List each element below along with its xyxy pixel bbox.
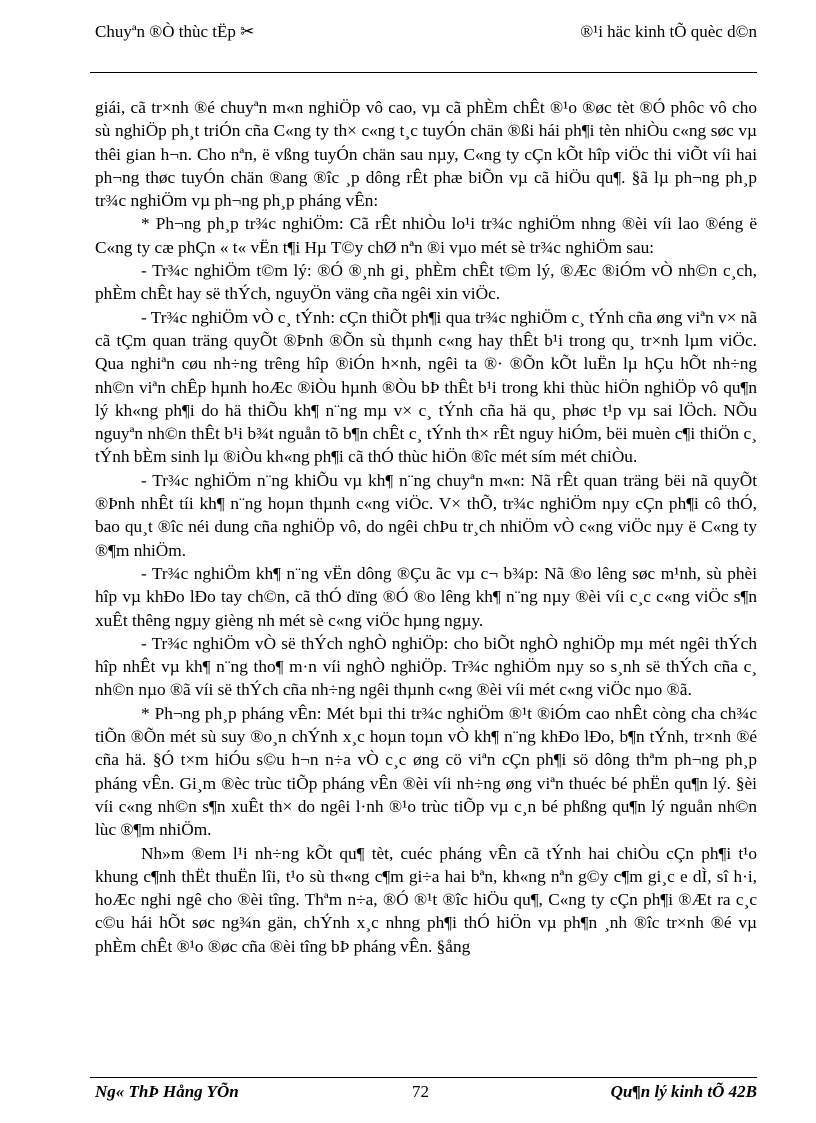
paragraph-interview-method: * Ph¬ng ph¸p pháng vÊn: Mét bµi thi tr¾c nghiÖm ®¹t ®iÓm cao nhÊt còng cha ch¾c tiÕn ®Õn mét sù suy ®o¸n chÝnh x¸c hoµn toµn vÒ kh¶ n¨ng khÐo lÐo, b¶n tÝnh, tr×nh ®é cña hä. §Ó t×m hiÓu s©u h¬n n÷a vÒ c¸c øng cö viªn cÇn ph¶i sö dông thªm ph¬ng ph¸p pháng vÊn. Gi¸m ®èc trùc tiÕp pháng vÊn ®èi víi nh÷ng øng viªn thuéc bé phËn qu¶n lý. §èi víi c«ng nh©n s¶n xuÊt th× do ngêi l·nh ®¹o trùc tiÕp vµ c¸n bé phßng qu¶n lý nguån nh©n lùc ®¶m nhiÖm. — [95, 703, 757, 840]
footer-author: Ng« ThÞ Hång YÕn — [95, 1082, 239, 1101]
footer-divider — [90, 1077, 757, 1078]
paragraph-interview-results: Nh»m ®em l¹i nh÷ng kÕt qu¶ tèt, cuéc pháng vÊn cã tÝnh hai chiÒu cÇn ph¶i t¹o khung c¶nh thËt thuËn lîi, t¹o sù th«ng c¶m gi÷a hai bªn, kh«ng nªn g©y c¶m gi¸c e dÌ, sî h·i, hoÆc nghi ngê cho ®èi tîng. Thªm n÷a, ®Ó ®¹t ®îc hiÖu qu¶, C«ng ty cÇn ph¶i ®Æt ra c¸c c©u hái hÕt søc ng¾n gän, chÝnh x¸c nhng ph¶i thÓ hiÖn vµ ph¶n ¸nh ®îc tr×nh ®é vµ phÈm chÊt ®¹o ®øc cña ®èi tîng bÞ pháng vÊn. §ång — [95, 843, 757, 956]
footer-class: Qu¶n lý kinh tÕ 42B — [610, 1082, 757, 1101]
document-body — [95, 96, 757, 958]
paragraph-motor-test: - Tr¾c nghiÖm kh¶ n¨ng vËn dông ®Çu ãc vµ c¬ b¾p: Nã ®o lêng søc m¹nh, sù phèi hîp vµ khÐo lÐo tay ch©n, cã thÓ dïng ®Ó ®o lêng kh¶ n¨ng nµy ®èi víi c¸c c«ng viÖc s¶n xuÊt thêng ngµy gièng nh mét sè c«ng viÖc hµng ngµy. — [95, 563, 757, 630]
page-header — [95, 22, 757, 52]
page-number: 72 — [412, 1082, 429, 1101]
paragraph-psychology-test: - Tr¾c nghiÖm t©m lý: ®Ó ®¸nh gi¸ phÈm chÊt t©m lý, ®Æc ®iÓm vÒ nh©n c¸ch, phÈm chÊt hay së thÝch, nguyÖn väng cña ngêi xin viÖc. — [95, 261, 757, 304]
header-left-text: Chuyªn ®Ò thùc tËp ✂ — [95, 22, 255, 41]
paragraph-interest-test: - Tr¾c nghiÖm vÒ së thÝch nghÒ nghiÖp: cho biÕt nghÒ nghiÖp mµ mét ngêi thÝch hîp nhÊt vµ kh¶ n¨ng tho¶ m·n víi nghÒ nghiÖp. Tr¾c nghiÖm nµy so s¸nh së thÝch cña c¸ nh©n nµo ®ã víi së thÝch cña nh÷ng ngêi thµnh c«ng ®èi víi mét c«ng viÖc nµo ®ã. — [95, 633, 757, 700]
paragraph-personality-test: - Tr¾c nghiÖm vÒ c¸ tÝnh: cÇn thiÕt ph¶i qua tr¾c nghiÖm c¸ tÝnh cña øng viªn v× nã cã tÇm quan träng quyÕt ®Þnh ®Õn sù thµnh c«ng hay thÊt b¹i trong qu¸ tr×nh lµm viÖc. Qua nghiªn cøu nh÷ng trêng hîp ®iÓn h×nh, ngêi ta ®· ®Õn kÕt luËn lµ hÇu hÕt nh÷ng nh©n viªn chÊp hµnh hoÆc ®iÒu hµnh ®Òu bÞ thÊt b¹i trong khi thùc hiÖn nghiÖp vô qu¶n lý kh«ng ph¶i do hä thiÕu kh¶ n¨ng mµ v× c¸ tÝnh cña hä qu¸ phøc t¹p vµ sai lÖch. NÕu nguyªn nh©n thÊt b¹i b¾t nguån tõ b¶n chÊt c¸ tÝnh th× rÊt nguy hiÓm, bëi muèn c¶i thiÖn c¸ tÝnh bÈm sinh lµ ®iÒu kh«ng ph¶i cã thÓ thùc hiÖn ®îc mét sím mét chiÒu. — [95, 307, 757, 467]
paragraph-test-method: * Ph¬ng ph¸p tr¾c nghiÖm: Cã rÊt nhiÒu lo¹i tr¾c nghiÖm nhng ®èi víi lao ®éng ë C«ng ty cæ phÇn « t« vËn t¶i Hµ T©y chØ nªn ®i vµo mét sè tr¾c nghiÖm sau: — [95, 214, 757, 257]
header-divider — [90, 72, 757, 73]
page-footer — [95, 1082, 757, 1106]
header-right-text: ®¹i häc kinh tÕ quèc d©n — [580, 22, 757, 41]
paragraph-aptitude-test: - Tr¾c nghiÖm n¨ng khiÕu vµ kh¶ n¨ng chuyªn m«n: Nã rÊt quan träng bëi nã quyÕt ®Þnh nhÊt tíi kh¶ n¨ng hoµn thµnh c«ng viÖc. V× thÕ, tr¾c nghiÖm nµy cÇn ph¶i cô thÓ, bao qu¸t ®îc néi dung cña nghiÖp vô, do ngêi chÞu tr¸ch nhiÖm vÒ c«ng viÖc nµy ë C«ng ty ®¶m nhiÖm. — [95, 470, 757, 560]
paragraph-continuation: giái, cã tr×nh ®é chuyªn m«n nghiÖp vô cao, vµ cã phÈm chÊt ®¹o ®øc tèt ®Ó phôc vô cho sù nghiÖp ph¸t triÓn cña C«ng ty th× c«ng t¸c tuyÓn chän ®ßi hái ph¶i tèn nhiÒu c«ng søc vµ thêi gian h¬n. Cho nªn, ë vßng tuyÓn chän sau nµy, C«ng ty cÇn kÕt hîp viÖc thi viÕt víi hai ph¬ng thøc tuyÓn chän ®ang ®îc ¸p dông rÊt phæ biÕn vµ cã hiÖu qu¶. §ã lµ ph¬ng ph¸p tr¾c nghiÖm vµ ph¬ng ph¸p pháng vÊn: — [95, 98, 757, 211]
